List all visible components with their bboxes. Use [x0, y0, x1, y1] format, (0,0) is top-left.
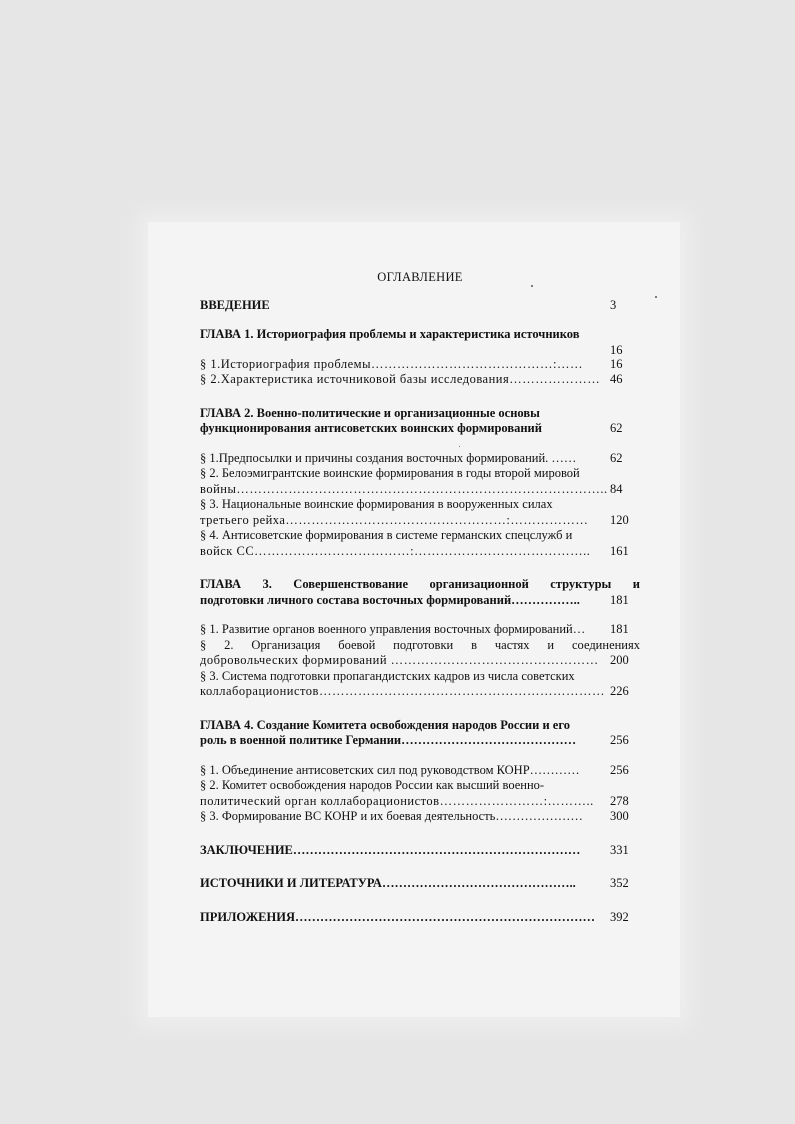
toc-chapter-title-line2: подготовки личного состава восточных формирований…………….. — [200, 592, 580, 607]
toc-page-number: 278 — [610, 793, 629, 808]
toc-section-text: § 1. Объединение антисоветских сил под руководством КОНР………… — [200, 762, 580, 777]
toc-page-number: 200 — [610, 653, 629, 667]
toc-section-text-line2: политический орган коллаборационистов……………………:……….. — [200, 793, 594, 808]
toc-section-text: § 1.Историография проблемы……………………………………:…… — [200, 356, 583, 371]
toc-entry-label: ИСТОЧНИКИ И ЛИТЕРАТУРА……………………………………….. — [200, 876, 576, 890]
toc-section-text-line1: § 2. Белоэмигрантские воинские формирования в годы второй мировой — [200, 466, 580, 480]
toc-page-number: 256 — [610, 733, 629, 747]
toc-page-number: 120 — [610, 512, 629, 527]
toc-section-2-2[interactable] — [200, 466, 640, 482]
toc-section-4-2[interactable] — [200, 778, 640, 794]
toc-section-text-line1: § 4. Антисоветские формирования в системе германских спецслужб и — [200, 528, 573, 542]
toc-entry-introduction[interactable] — [200, 298, 640, 314]
toc-chapter-1[interactable] — [200, 327, 640, 343]
toc-entry-sources[interactable] — [200, 876, 640, 892]
toc-page-number: 84 — [610, 481, 623, 496]
toc-page-number: 3 — [610, 297, 617, 312]
toc-page-number: 16 — [610, 356, 623, 371]
toc-page-number: 62 — [610, 450, 623, 465]
toc-section-1-1[interactable] — [200, 357, 640, 373]
toc-chapter-3[interactable] — [200, 577, 640, 593]
toc-title: ОГЛАВЛЕНИЕ — [377, 270, 463, 284]
toc-section-1-2[interactable] — [200, 372, 640, 388]
toc-page-number: 16 — [610, 342, 623, 357]
toc-section-2-3[interactable] — [200, 497, 640, 513]
toc-page-number: 62 — [610, 421, 623, 435]
toc-section-text-line1: § 3. Система подготовки пропагандистских кадров из числа советских — [200, 668, 575, 683]
toc-chapter-title-line1: ГЛАВА 4. Создание Комитета освобождения народов России и его — [200, 717, 570, 732]
toc-chapter-title-line1: ГЛАВА 3. Совершенствование организационной структуры и — [200, 577, 640, 591]
toc-page-number: 161 — [610, 543, 629, 558]
toc-page-number: 226 — [610, 684, 629, 698]
toc-page-number: 181 — [610, 622, 629, 636]
toc-section-text-line1: § 2. Комитет освобождения народов России как высший военно- — [200, 778, 545, 792]
toc-entry-label: ЗАКЛЮЧЕНИЕ…………………………………………………………… — [200, 842, 581, 857]
toc-section-4-1[interactable] — [200, 763, 640, 779]
toc-chapter-title-line2: функционирования антисоветских воинских формирований — [200, 421, 542, 435]
table-of-contents — [200, 270, 640, 925]
toc-entry-label: ВВЕДЕНИЕ — [200, 297, 270, 312]
toc-section-text-line2: войск СС………………………………:………………………………….. — [200, 543, 591, 558]
toc-chapter-title-line1: ГЛАВА 2. Военно-политические и организационные основы — [200, 405, 540, 420]
toc-section-text-line2: войны………………………………………………………………………….. — [200, 481, 608, 496]
toc-page-number: 46 — [610, 372, 623, 386]
toc-section-text: § 1.Предпосылки и причины создания восточных формирований. …… — [200, 450, 577, 465]
toc-chapter-title-line2: роль в военной политике Германии…………………………………… — [200, 733, 577, 747]
toc-section-text-line2: третьего рейха……………………………………………:……………… — [200, 512, 589, 527]
toc-section-text: § 1. Развитие органов военного управления восточных формирований… — [200, 622, 586, 636]
toc-entry-appendix[interactable] — [200, 910, 640, 926]
toc-page-number: 392 — [610, 909, 629, 924]
toc-section-3-1[interactable] — [200, 622, 640, 638]
toc-section-text-line2: коллаборационистов………………………………………………………… — [200, 684, 605, 698]
toc-section-text: § 3. Формирование ВС КОНР и их боевая деятельность………………… — [200, 809, 583, 823]
toc-chapter-title: ГЛАВА 1. Историография проблемы и характеристика источников — [200, 327, 580, 341]
toc-page-number: 300 — [610, 809, 629, 823]
toc-chapter-4[interactable] — [200, 718, 640, 734]
toc-page-number: 256 — [610, 762, 629, 777]
toc-section-3-3[interactable] — [200, 669, 640, 685]
toc-section-text-line2: добровольческих формирований ………………………………………… — [200, 653, 599, 667]
toc-section-2-4[interactable] — [200, 528, 640, 544]
toc-entry-label: ПРИЛОЖЕНИЯ……………………………………………………………… — [200, 909, 595, 924]
toc-page-number: 331 — [610, 842, 629, 857]
toc-page-number: 181 — [610, 592, 629, 607]
toc-chapter-2[interactable] — [200, 406, 640, 422]
scan-speck — [655, 296, 657, 298]
toc-section-2-1[interactable] — [200, 451, 640, 467]
toc-section-3-2[interactable] — [200, 638, 640, 654]
toc-section-text: § 2.Характеристика источниковой базы исследования………………… — [200, 372, 601, 386]
toc-page-number: 352 — [610, 876, 629, 890]
toc-entry-conclusion[interactable] — [200, 843, 640, 859]
toc-section-text-line1: § 3. Национальные воинские формирования в вооруженных силах — [200, 497, 553, 511]
toc-section-4-3[interactable] — [200, 809, 640, 825]
toc-section-text-line1: § 2. Организация боевой подготовки в частях и соединениях — [200, 637, 640, 652]
